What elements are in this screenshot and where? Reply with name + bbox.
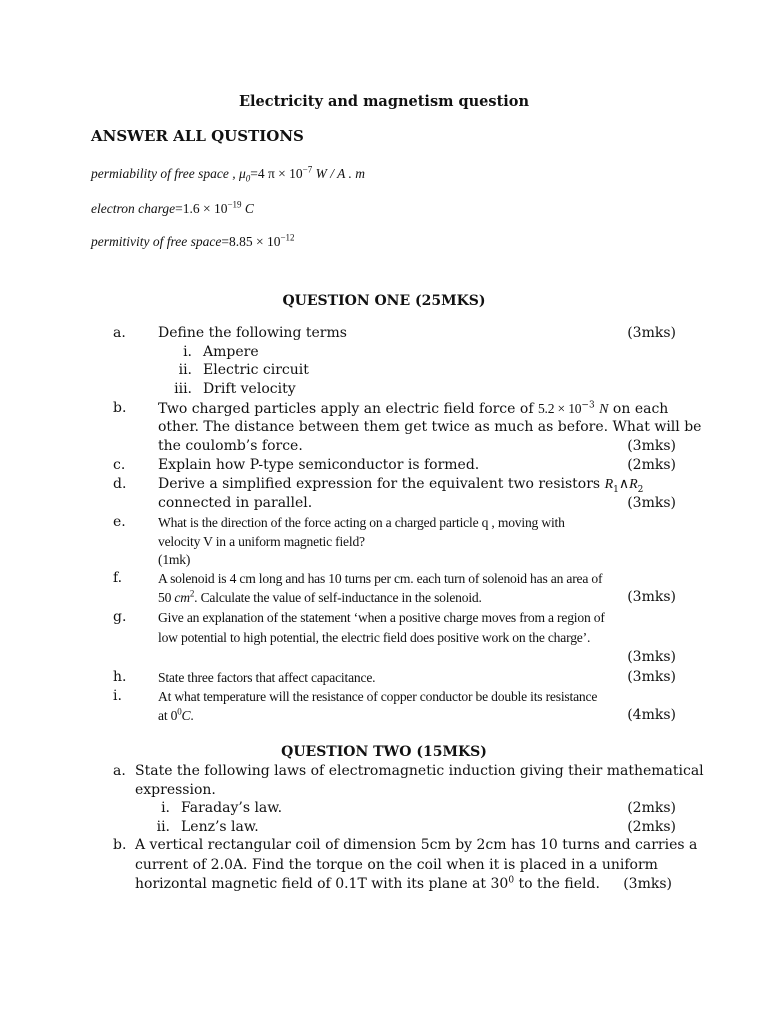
q1-a-sub-number: iii.: [174, 381, 192, 397]
q1-c-marks: (2mks): [627, 457, 676, 473]
q2-b-line: current of 2.0A. Find the torque on the coil when it is placed in a uniform: [135, 857, 658, 873]
constant-permeability: permiability of free space , $\mu_0=4$ $\pi \times 10^{-7}$ W / A . m: [91, 164, 366, 184]
q2-b-marks: (3mks): [623, 876, 672, 892]
q1-a-sub-item: Drift velocity: [203, 381, 296, 397]
q2-b-line: A vertical rectangular coil of dimension 5cm by 2cm has 10 turns and carries a: [135, 837, 698, 853]
q1-d-line: connected in parallel.: [158, 495, 313, 511]
q1-b-letter: b.: [113, 400, 127, 416]
q2-b-line: horizontal magnetic field of 0.1T with its plane at $30^0$ to the field.: [135, 875, 600, 892]
q1-f-line: A solenoid is 4 cm long and has 10 turns per cm. each turn of solenoid has an area of: [158, 571, 603, 586]
q1-d-line: Derive a simplified expression for the equivalent two resistors $R_1\wedge R_2$: [158, 476, 644, 495]
q1-a-letter: a.: [113, 325, 126, 341]
q1-b-line: the coulomb’s force.: [158, 438, 303, 454]
q2-a-sub-item: Faraday’s law.: [181, 800, 283, 816]
q1-b-line: other. The distance between them get twice as much as before. What will be: [158, 419, 702, 435]
q1-h-letter: h.: [113, 669, 127, 685]
q1-i-line: At what temperature will the resistance of copper conductor be double its resistance: [158, 689, 598, 704]
q1-c-text: Explain how P-type semiconductor is formed.: [158, 457, 480, 473]
q1-a-sub-item: Ampere: [203, 344, 259, 360]
question-one-heading: QUESTION ONE (25MKS): [282, 293, 486, 309]
q1-g-marks: (3mks): [627, 649, 676, 665]
q2-a-sub-marks: (2mks): [627, 800, 676, 816]
q2-a-line: State the following laws of electromagnetic induction giving their mathematical: [135, 763, 704, 779]
q1-f-letter: f.: [113, 570, 123, 586]
constant-permittivity: permitivity of free space=8.85 × $10^{-12}$: [91, 232, 295, 249]
q1-a-text: Define the following terms: [158, 325, 347, 341]
q1-f-marks: (3mks): [627, 589, 676, 605]
q1-a-sub-item: Electric circuit: [203, 362, 309, 378]
q1-i-line: at $0^0C$.: [158, 706, 194, 723]
q2-a-sub-number: i.: [161, 800, 170, 816]
q1-i-marks: (4mks): [627, 707, 676, 723]
q1-d-marks: (3mks): [627, 495, 676, 511]
q2-a-sub-marks: (2mks): [627, 819, 676, 835]
q1-e-line: velocity V in a uniform magnetic field?: [158, 534, 365, 549]
q2-a-sub-item: Lenz’s law.: [181, 819, 259, 835]
q1-a-marks: (3mks): [627, 325, 676, 341]
q1-g-line: low potential to high potential, the electric field does positive work on the charge’.: [158, 630, 591, 645]
question-two-heading: QUESTION TWO (15MKS): [281, 744, 487, 760]
page-title: Electricity and magnetism question: [239, 93, 529, 110]
q1-c-letter: c.: [113, 457, 126, 473]
q1-g-line: Give an explanation of the statement ‘when a positive charge moves from a region of: [158, 610, 605, 625]
q2-a-sub-number: ii.: [156, 819, 170, 835]
q1-f-line: 50 $cm^2$. Calculate the value of self-inductance in the solenoid.: [158, 588, 482, 605]
q1-b-marks: (3mks): [627, 438, 676, 454]
q1-b-line: Two charged particles apply an electric field force of $5.2 \times 10^{-3}$ N on each: [158, 400, 669, 417]
q1-d-letter: d.: [113, 476, 127, 492]
q1-e-marks: (1mk): [158, 552, 191, 567]
constant-electron-charge: electron charge=1.6 × $10^{-19}$ C: [91, 199, 254, 216]
q1-a-sub-number: i.: [183, 344, 192, 360]
q2-b-letter: b.: [113, 837, 127, 853]
instruction: ANSWER ALL QUSTIONS: [91, 127, 304, 145]
q1-e-line: What is the direction of the force acting on a charged particle q , moving with: [158, 515, 565, 530]
q1-e-letter: e.: [113, 514, 126, 530]
q2-a-letter: a.: [113, 763, 126, 779]
q1-h-marks: (3mks): [627, 669, 676, 685]
q1-g-letter: g.: [113, 609, 127, 625]
q2-a-line: expression.: [135, 782, 216, 798]
q1-h-text: State three factors that affect capacitance.: [158, 670, 376, 685]
q1-i-letter: i.: [113, 688, 122, 704]
q1-a-sub-number: ii.: [178, 362, 192, 378]
